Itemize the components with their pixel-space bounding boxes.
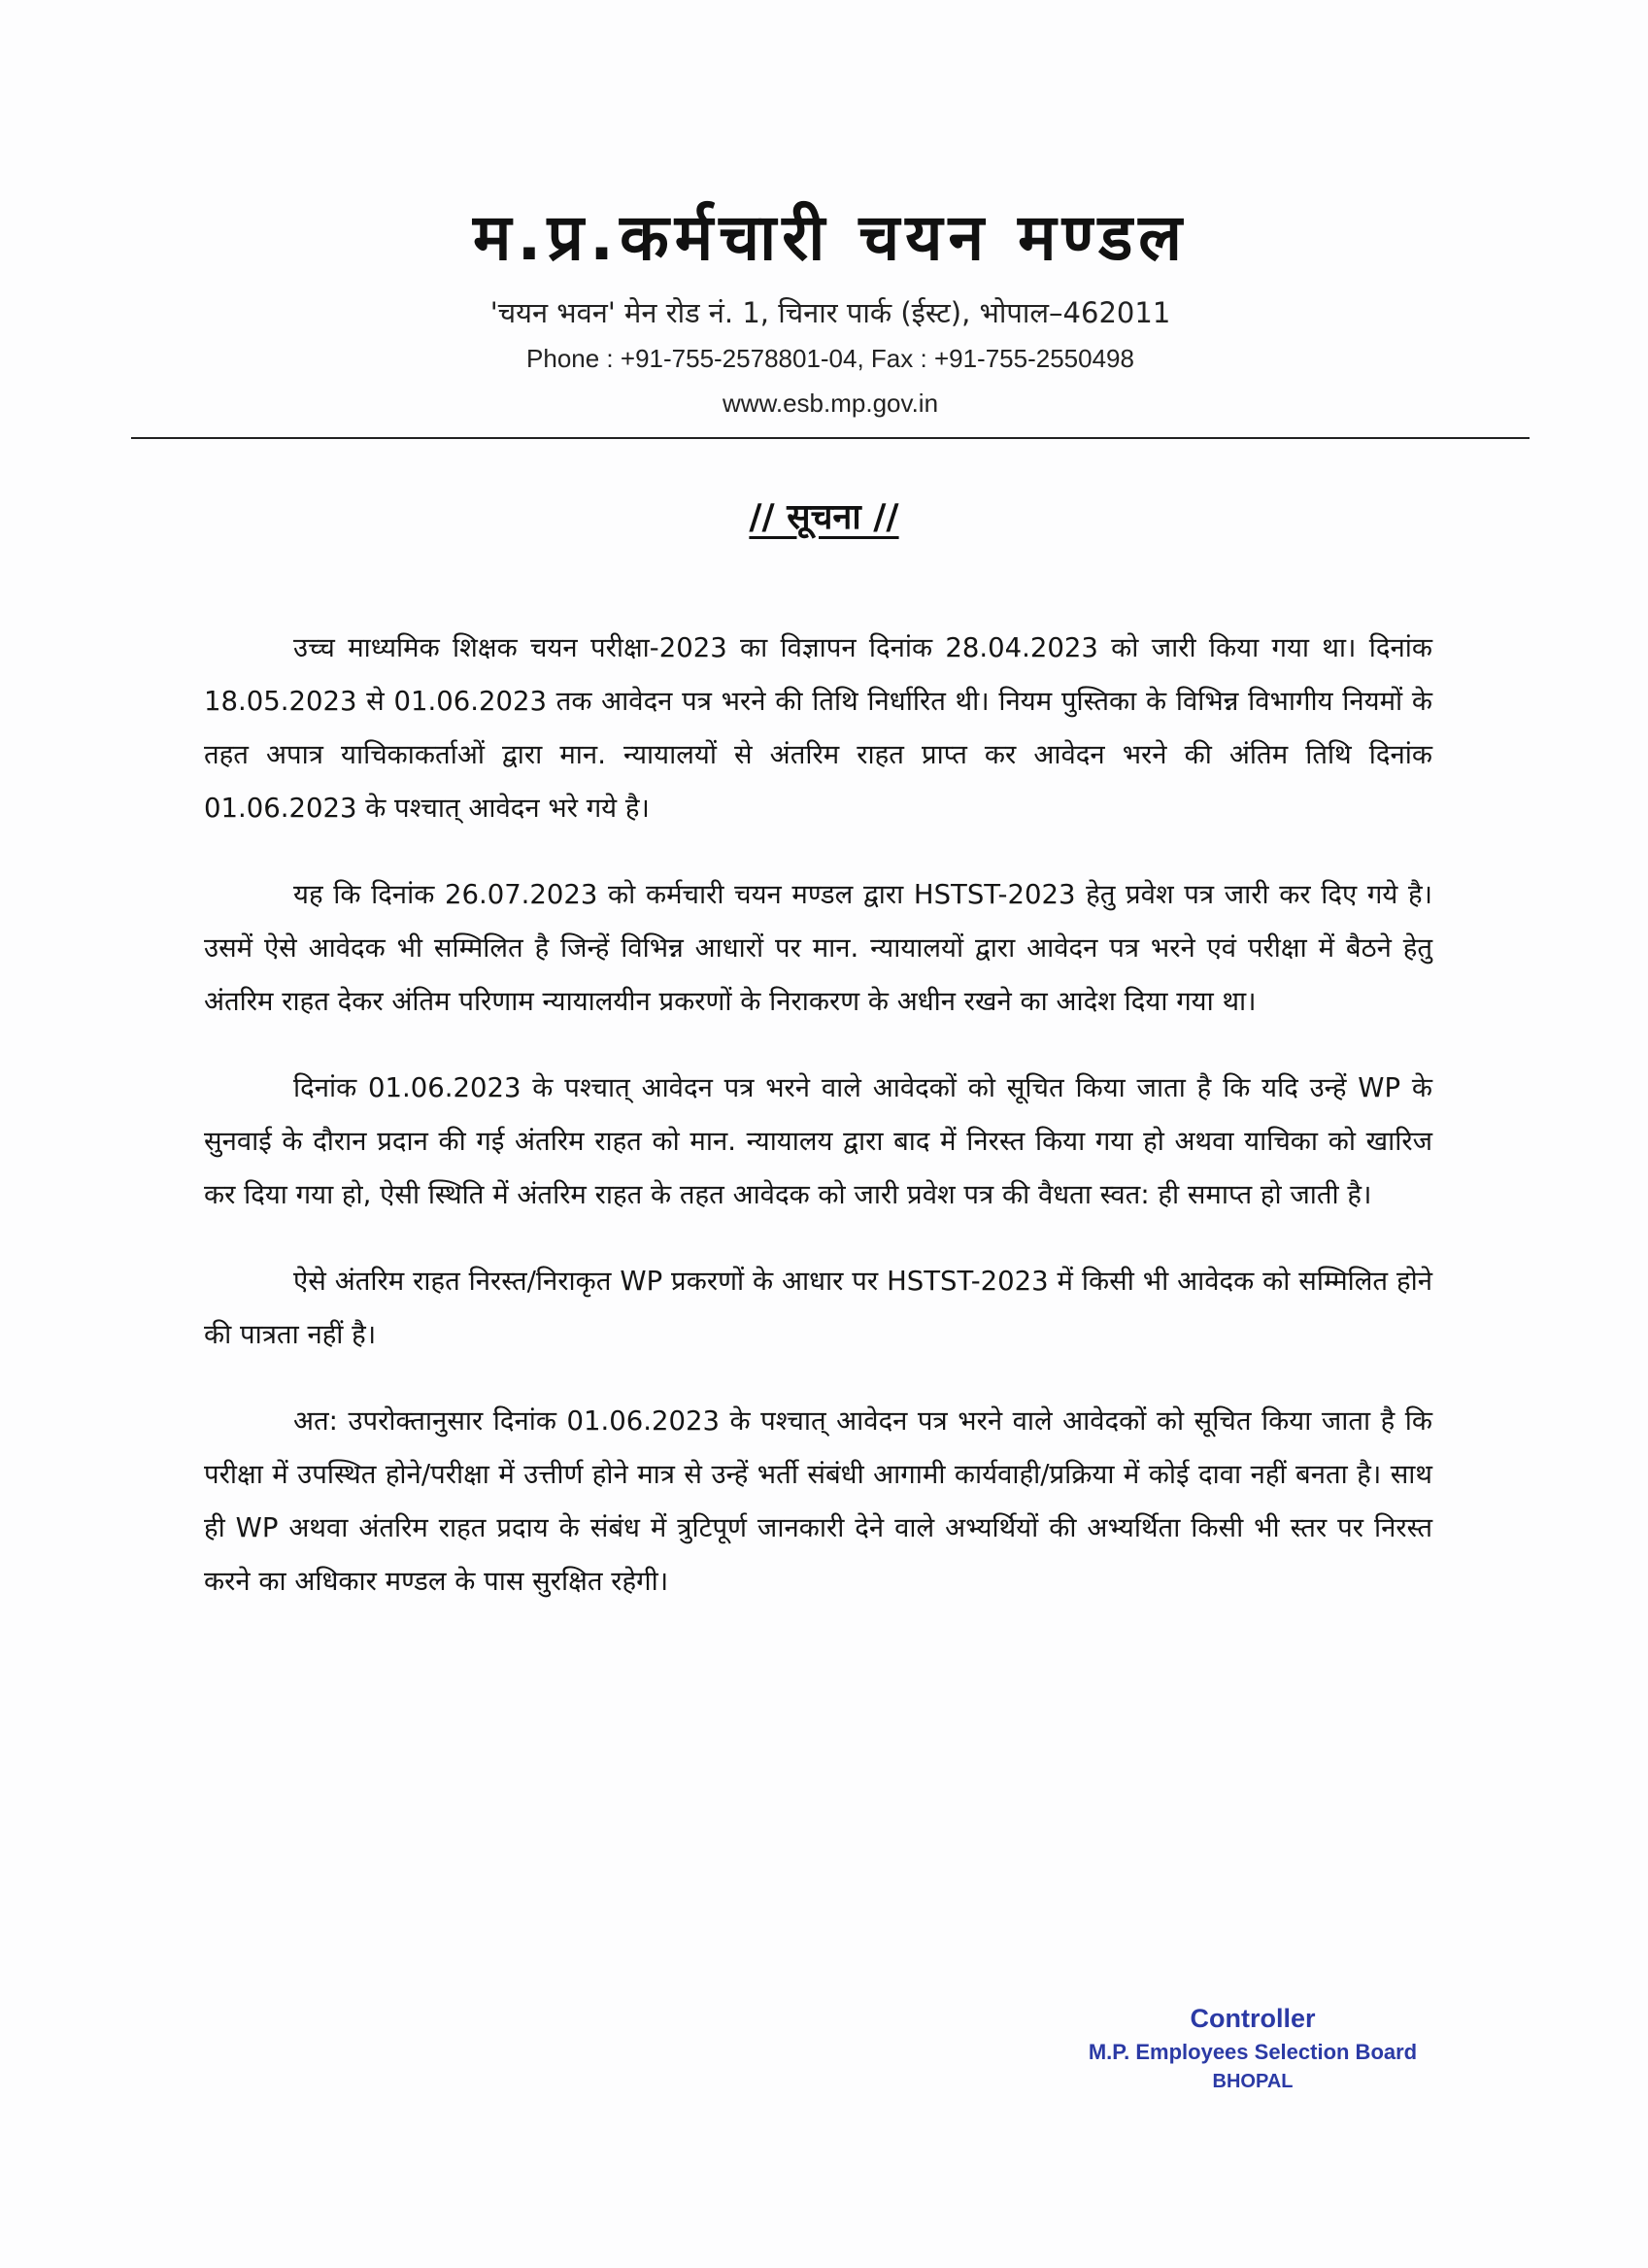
notice-title-text: // सूचना // xyxy=(749,497,899,537)
signatory-city: BHOPAL xyxy=(1212,2071,1294,2092)
signature-block xyxy=(1049,2001,1457,2094)
notice-body xyxy=(204,622,1432,1642)
notice-paragraph-5: अत: उपरोक्तानुसार दिनांक 01.06.2023 के पश्चात् आवेदन पत्र भरने वाले आवेदकों को सूचित किया जाता है कि परीक्षा में उपस्थित होने/परीक्षा में उत्तीर्ण होने मात्र से उन्हें भर्ती संबंधी आगामी कार्यवाही/प्रक्रिया में कोई दावा नहीं बनता है। साथ ही WP अथवा अंतरिम राहत प्रदाय के संबंध में त्रुटिपूर्ण जानकारी देने वाले अभ्यर्थियों की अभ्यर्थिता किसी भी स्तर पर निरस्त करने का अधिकार मण्डल के पास सुरक्षित रहेगी। xyxy=(204,1405,1432,1597)
notice-paragraph-1: उच्च माध्यमिक शिक्षक चयन परीक्षा-2023 का विज्ञापन दिनांक 28.04.2023 को जारी किया गया था। दिनांक 18.05.2023 से 01.06.2023 तक आवेदन पत्र भरने की तिथि निर्धारित थी। नियम पुस्तिका के विभिन्न विभागीय नियमों के तहत अपात्र याचिकाकर्ताओं द्वारा मान. न्यायालयों से अंतरिम राहत प्राप्त कर आवेदन भरने की अंतिम तिथि दिनांक 01.06.2023 के पश्चात् आवेदन भरे गये है। xyxy=(204,632,1432,824)
office-address: 'चयन भवन' मेन रोड नं. 1, चिनार पार्क (ईस्ट), भोपाल–462011 xyxy=(489,296,1171,329)
website-url: www.esb.mp.gov.in xyxy=(722,389,939,418)
notice-title xyxy=(0,491,1648,545)
notice-paragraph-3: दिनांक 01.06.2023 के पश्चात् आवेदन पत्र भरने वाले आवेदकों को सूचित किया जाता है कि यदि उन्हें WP के सुनवाई के दौरान प्रदान की गई अंतरिम राहत को मान. न्यायालय द्वारा बाद में निरस्त किया गया हो अथवा याचिका को खारिज कर दिया गया हो, ऐसी स्थिति में अंतरिम राहत के तहत आवेदक को जारी प्रवेश पत्र की वैधता स्वत: ही समाप्त हो जाती है। xyxy=(204,1072,1432,1210)
organization-name: म.प्र.कर्मचारी चयन मण्डल xyxy=(472,200,1189,275)
notice-paragraph-2: यह कि दिनांक 26.07.2023 को कर्मचारी चयन मण्डल द्वारा HSTST-2023 हेतु प्रवेश पत्र जारी कर दिए गये है। उसमें ऐसे आवेदक भी सम्मिलित है जिन्हें विभिन्न आधारों पर मान. न्यायालयों द्वारा आवेदन पत्र भरने एवं परीक्षा में बैठने हेतु अंतरिम राहत देकर अंतिम परिणाम न्यायालयीन प्रकरणों के निराकरण के अधीन रखने का आदेश दिया गया था। xyxy=(204,879,1432,1017)
contact-numbers: Phone : +91-755-2578801-04, Fax : +91-755-2550498 xyxy=(526,344,1134,373)
signatory-title: Controller xyxy=(1190,2004,1316,2033)
letterhead-divider xyxy=(131,437,1530,439)
notice-paragraph-4: ऐसे अंतरिम राहत निरस्त/निराकृत WP प्रकरणों के आधार पर HSTST-2023 में किसी भी आवेदक को सम्मिलित होने की पात्रता नहीं है। xyxy=(204,1266,1432,1350)
signatory-organization: M.P. Employees Selection Board xyxy=(1088,2040,1418,2064)
letterhead xyxy=(131,194,1530,425)
